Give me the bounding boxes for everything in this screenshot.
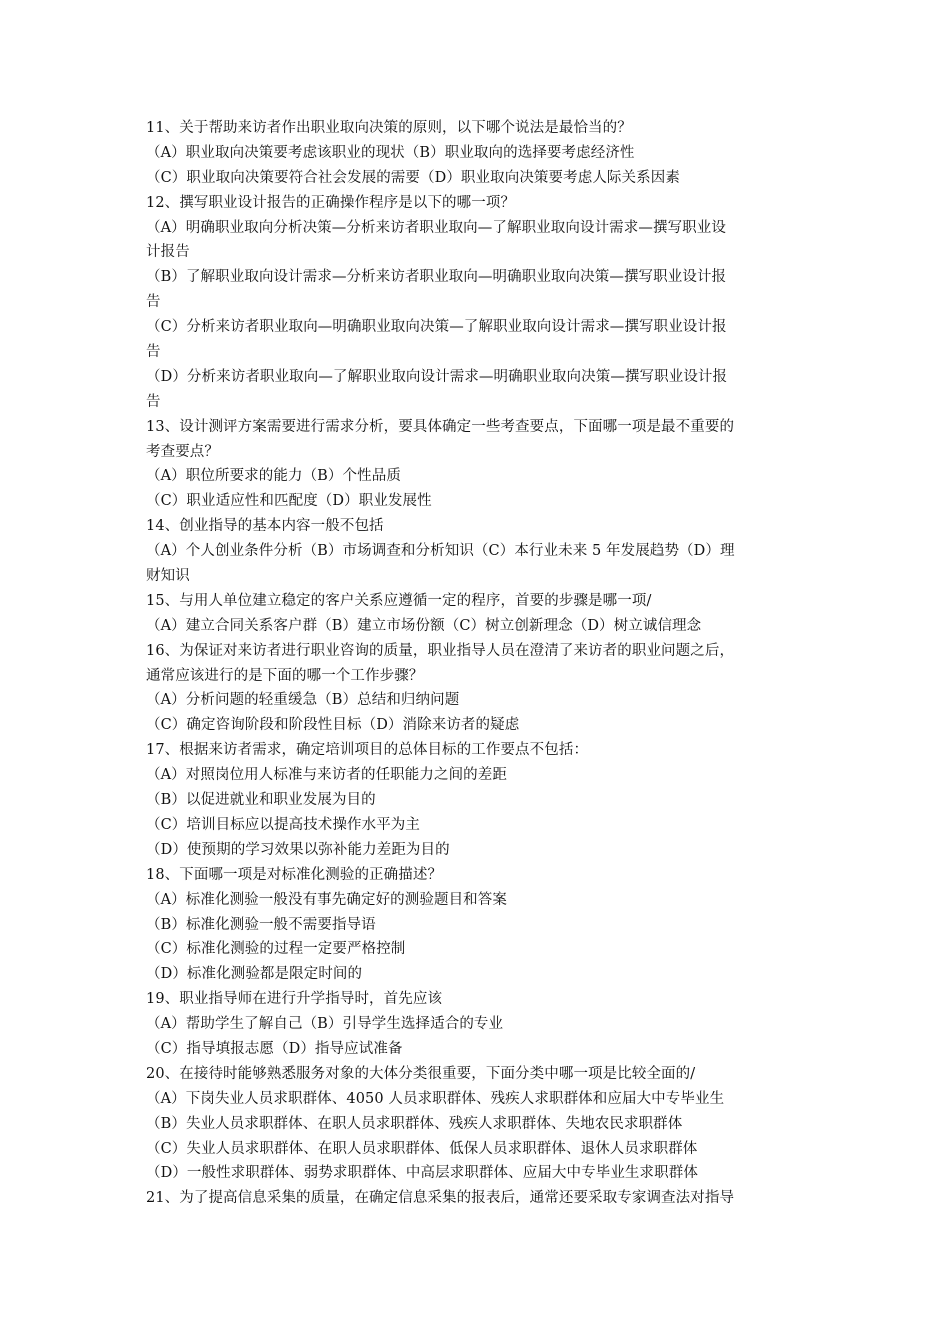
question-18-stem: 18、下面哪一项是对标准化测验的正确描述？: [146, 866, 443, 883]
question-13-options-cd: （C）职业适应性和匹配度（D）职业发展性: [146, 493, 432, 510]
question-20-option-b: （B）失业人员求职群体、在职人员求职群体、残疾人求职群体、失地农民求职群体: [146, 1115, 683, 1132]
question-17-option-d: （D）使预期的学习效果以弥补能力差距为目的: [146, 841, 450, 858]
question-19-options-ab: （A）帮助学生了解自己（B）引导学生选择适合的专业: [146, 1016, 504, 1033]
question-11-options-cd: （C）职业取向决策要符合社会发展的需要（D）职业取向决策要考虑人际关系因素: [146, 169, 680, 186]
question-18-option-a: （A）标准化测验一般没有事先确定好的测验题目和答案: [146, 891, 507, 908]
question-14-stem: 14、创业指导的基本内容一般不包括: [146, 518, 384, 535]
question-12-option-c: （C）分析来访者职业取向—明确职业取向决策—了解职业取向设计需求—撰写职业设计报: [146, 319, 727, 336]
question-15-stem: 15、与用人单位建立稳定的客户关系应遵循一定的程序，首要的步骤是哪一项/: [146, 592, 652, 609]
question-18-option-d: （D）标准化测验都是限定时间的: [146, 966, 363, 983]
question-16-options-cd: （C）确定咨询阶段和阶段性目标（D）消除来访者的疑虑: [146, 717, 520, 734]
question-12-option-b: （B）了解职业取向设计需求—分析来访者职业取向—明确职业取向决策—撰写职业设计报: [146, 269, 727, 286]
question-16-options-ab: （A）分析问题的轻重缓急（B）总结和归纳问题: [146, 692, 460, 709]
question-12-option-c-cont: 告: [146, 344, 161, 361]
question-20-option-c: （C）失业人员求职群体、在职人员求职群体、低保人员求职群体、退休人员求职群体: [146, 1140, 698, 1157]
question-12-option-b-cont: 告: [146, 294, 161, 311]
question-19-stem: 19、职业指导师在进行升学指导时，首先应该: [146, 991, 443, 1008]
question-12-stem: 12、撰写职业设计报告的正确操作程序是以下的哪一项？: [146, 194, 516, 211]
question-17-option-a: （A）对照岗位用人标准与来访者的任职能力之间的差距: [146, 767, 507, 784]
question-13-stem: 13、设计测评方案需要进行需求分析，要具体确定一些考查要点，下面哪一项是最不重要的: [146, 418, 735, 435]
question-15-options: （A）建立合同关系客户群（B）建立市场份额（C）树立创新理念（D）树立诚信理念: [146, 617, 702, 634]
question-11-stem: 11、关于帮助来访者作出职业取向决策的原则，以下哪个说法是最恰当的？: [146, 120, 632, 136]
question-21-stem: 21、为了提高信息采集的质量，在确定信息采集的报表后，通常还要采取专家调查法对指导: [146, 1190, 735, 1207]
question-18-option-b: （B）标准化测验一般不需要指导语: [146, 916, 376, 933]
question-17-stem: 17、根据来访者需求，确定培训项目的总体目标的工作要点不包括：: [146, 742, 589, 759]
question-17-option-b: （B）以促进就业和职业发展为目的: [146, 792, 376, 809]
question-20-option-a: （A）下岗失业人员求职群体、4050 人员求职群体、残疾人求职群体和应届大中专毕业生: [146, 1090, 725, 1107]
question-20-option-d: （D）一般性求职群体、弱势求职群体、中高层求职群体、应届大中专毕业生求职群体: [146, 1165, 698, 1182]
question-12-option-d: （D）分析来访者职业取向—了解职业取向设计需求—明确职业取向决策—撰写职业设计报: [146, 368, 728, 385]
question-12-option-a: （A）明确职业取向分析决策—分析来访者职业取向—了解职业取向设计需求—撰写职业设: [146, 219, 726, 236]
question-18-option-c: （C）标准化测验的过程一定要严格控制: [146, 941, 406, 958]
question-20-stem: 20、在接待时能够熟悉服务对象的大体分类很重要，下面分类中哪一项是比较全面的/: [146, 1065, 696, 1082]
question-19-options-cd: （C）指导填报志愿（D）指导应试准备: [146, 1040, 403, 1057]
question-12-option-d-cont: 告: [146, 393, 161, 410]
question-13-stem-cont: 考查要点？: [146, 443, 219, 460]
question-11-options-ab: （A）职业取向决策要考虑该职业的现状（B）职业取向的选择要考虑经济性: [146, 144, 635, 161]
question-13-options-ab: （A）职位所要求的能力（B）个性品质: [146, 468, 401, 485]
question-16-stem-cont: 通常应该进行的是下面的哪一个工作步骤？: [146, 667, 424, 684]
document-body: [146, 116, 810, 1211]
question-17-option-c: （C）培训目标应以提高技术操作水平为主: [146, 816, 420, 833]
question-12-option-a-cont: 计报告: [146, 244, 190, 261]
question-16-stem: 16、为保证对来访者进行职业咨询的质量，职业指导人员在澄清了来访者的职业问题之后，: [146, 642, 735, 659]
question-14-options-cont: 财知识: [146, 568, 190, 585]
question-14-options: （A）个人创业条件分析（B）市场调查和分析知识（C）本行业未来 5 年发展趋势（D）理: [146, 543, 735, 560]
